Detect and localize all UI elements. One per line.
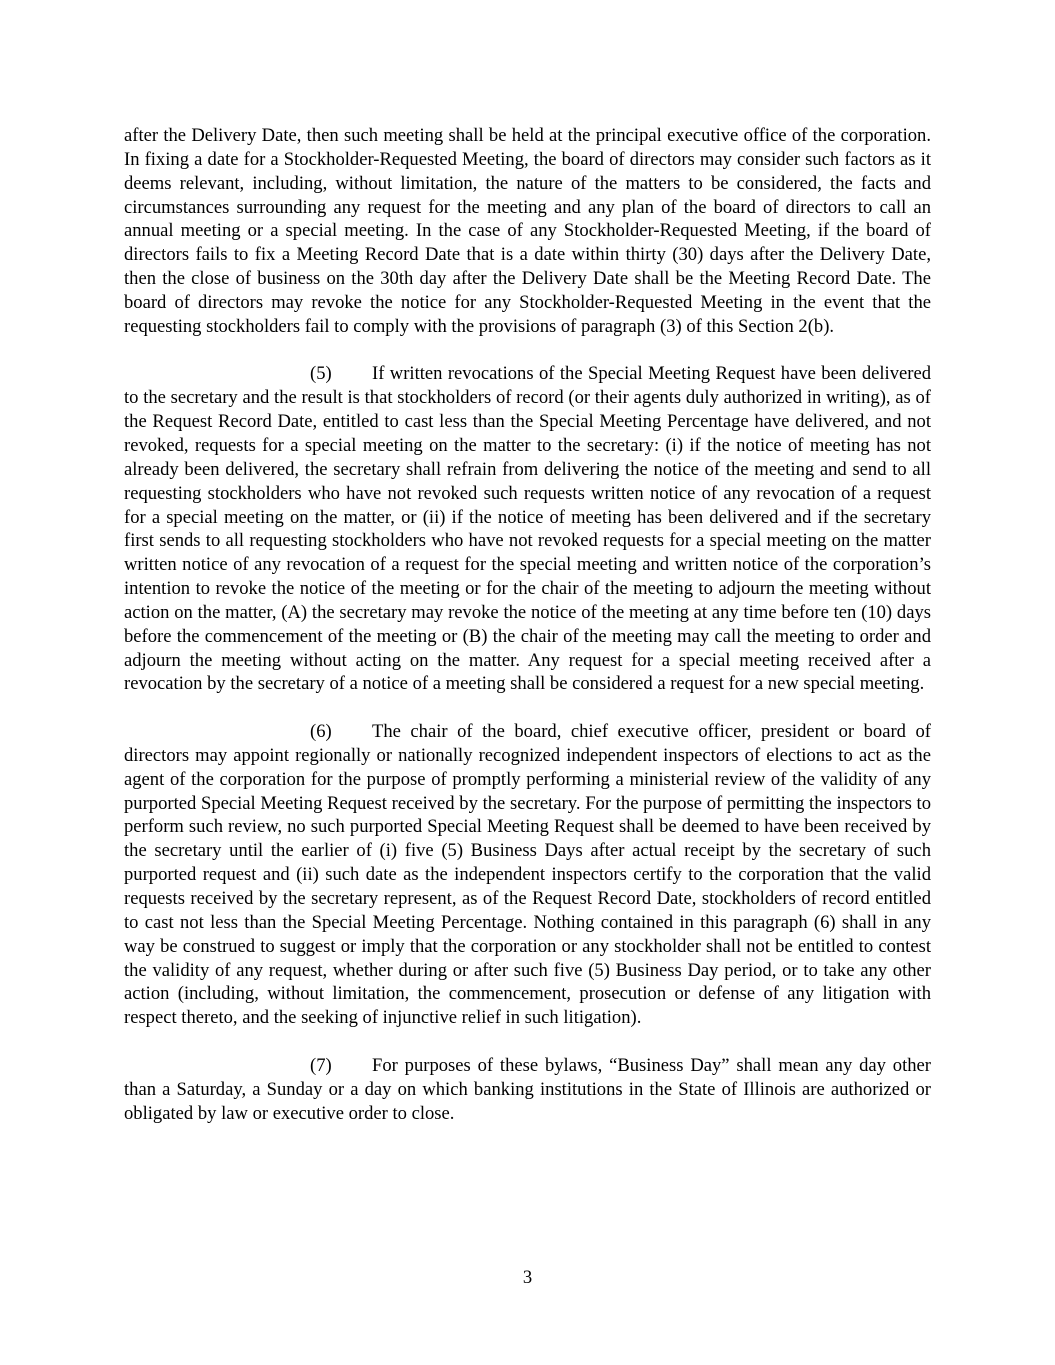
paragraph-number: (5) [310, 363, 332, 385]
paragraph-number: (6) [310, 721, 332, 743]
paragraph-text: after the Delivery Date, then such meeting shall be held at the principal executive office of the corporation. In fixing a date for a Stockholder-Requested Meeting, the board of directors may consider such factors as it deems relevant, including, without limitation, the nature of the matters to be considered, the facts and circumstances surrounding any request for the meeting and any plan of the board of directors to call an annual meeting or a special meeting. In the case of any Stockholder-Requested Meeting, if the board of directors fails to fix a Meeting Record Date that is a date within thirty (30) days after the Delivery Date, then the close of business on the 30th day after the Delivery Date shall be the Meeting Record Date. The board of directors may revoke the notice for any Stockholder-Requested Meeting in the event that the requesting stockholders fail to comply with the provisions of paragraph (3) of this Section 2(b). [124, 125, 931, 337]
document-body [124, 124, 931, 1149]
page-number: 3 [522, 1267, 533, 1288]
paragraph-continuation [124, 124, 931, 339]
paragraph-5 [124, 362, 931, 696]
paragraph-6 [124, 720, 931, 1030]
paragraph-7 [124, 1054, 931, 1126]
paragraph-text: If written revocations of the Special Meeting Request have been delivered to the secretary and the result is that stockholders of record (or their agents duly authorized in writing), as of the Request Record Date, entitled to cast less than the Special Meeting Percentage have delivered, and not revoked, requests for a special meeting on the matter to the secretary: (i) if the notice of meeting has not already been delivered, the secretary shall refrain from delivering the notice of the meeting and send to all requesting stockholders who have not revoked such requests written notice of any revocation of a request for a special meeting on the matter, or (ii) if the notice of meeting has been delivered and if the secretary first sends to all requesting stockholders who have not revoked requests for a special meeting on the matter written notice of any revocation of a request for the special meeting and written notice of the corporation’s intention to revoke the notice of the meeting or for the chair of the meeting to adjourn the meeting without action on the matter, (A) the secretary may revoke the notice of the meeting at any time before ten (10) days before the commencement of the meeting or (B) the chair of the meeting may call the meeting to order and adjourn the meeting without acting on the matter. Any request for a special meeting received after a revocation by the secretary of a notice of a meeting shall be considered a request for a new special meeting. [124, 363, 931, 695]
paragraph-number: (7) [310, 1054, 332, 1076]
paragraph-text: For purposes of these bylaws, “Business Day” shall mean any day other than a Saturday, a Sunday or a day on which banking institutions in the State of Illinois are authorized or obligated by law or executive order to close. [124, 1054, 931, 1124]
paragraph-text: The chair of the board, chief executive officer, president or board of directors may appoint regionally or nationally recognized independent inspectors of elections to act as the agent of the corporation for the purpose of promptly performing a ministerial review of the validity of any purported Special Meeting Request received by the secretary. For the purpose of permitting the inspectors to perform such review, no such purported Special Meeting Request shall be deemed to have been received by the secretary until the earlier of (i) five (5) Business Days after actual receipt by the secretary of such purported request and (ii) such date as the independent inspectors certify to the corporation that the valid requests received by the secretary represent, as of the Request Record Date, stockholders of record entitled to cast not less than the Special Meeting Percentage. Nothing contained in this paragraph (6) shall in any way be construed to suggest or imply that the corporation or any stockholder shall not be entitled to contest the validity of any request, whether during or after such five (5) Business Day period, or to take any other action (including, without limitation, the commencement, prosecution or defense of any litigation with respect thereto, and the seeking of injunctive relief in such litigation). [124, 721, 931, 1029]
